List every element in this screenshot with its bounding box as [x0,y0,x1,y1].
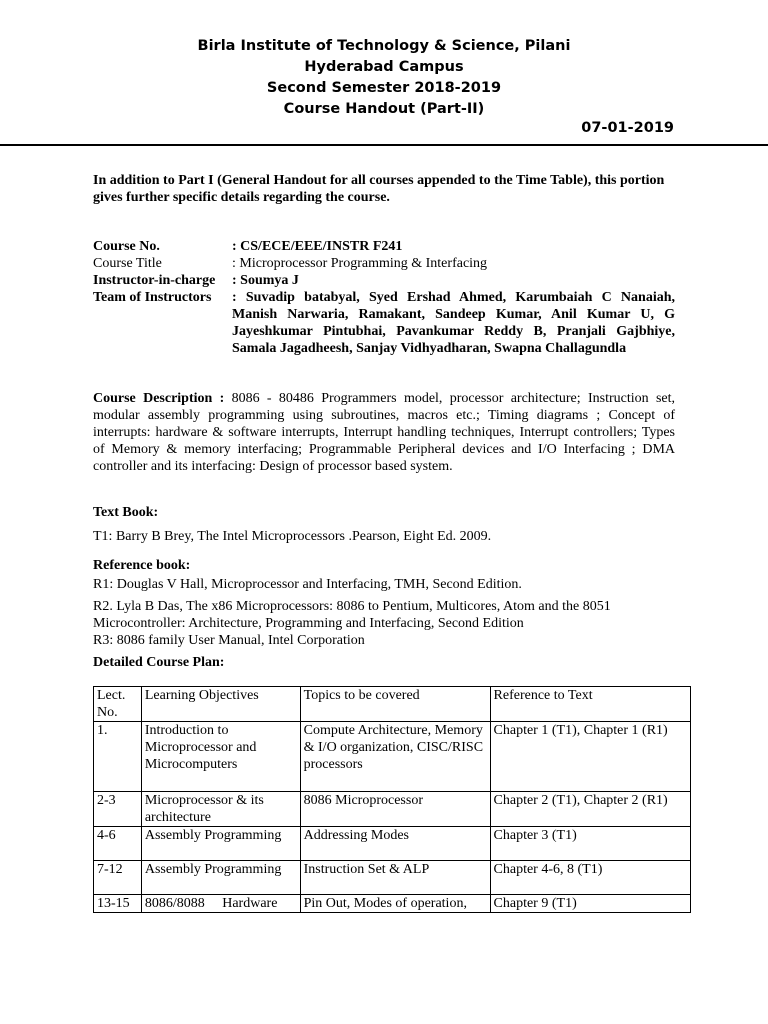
cell-reference: Chapter 9 (T1) [490,895,690,913]
text-book-t1: T1: Barry B Brey, The Intel Microprocessors .Pearson, Eight Ed. 2009. [93,529,492,544]
cell-topic: 8086 Microprocessor [300,792,490,827]
instructor-label: Instructor-in-charge [93,273,216,288]
description-label: Course Description : [93,391,225,406]
reference-heading: Reference book: [93,558,191,573]
cell-reference: Chapter 4-6, 8 (T1) [490,861,690,895]
cell-topic: Instruction Set & ALP [300,861,490,895]
cell-objective: 8086/8088 Hardware [141,895,300,913]
table-row [94,861,691,895]
header-reference: Reference to Text [490,687,690,722]
course-no-value: : CS/ECE/EEE/INSTR F241 [232,239,403,254]
cell-objective: Introduction to Microprocessor and Microcomputers [141,722,300,792]
table-row [94,827,691,861]
header-divider [0,144,768,146]
document-header [0,36,768,120]
cell-reference: Chapter 3 (T1) [490,827,690,861]
text-book-heading: Text Book: [93,505,159,520]
institute-name: Birla Institute of Technology & Science, Pilani [197,38,571,54]
team-label: Team of Instructors [93,290,212,305]
reference-r3: R3: 8086 family User Manual, Intel Corporation [93,633,365,648]
campus-name: Hyderabad Campus [304,59,464,75]
table-row [94,895,691,913]
course-title-row [93,255,675,272]
instructor-row [93,272,675,289]
team-value: : Suvadip batabyal, Syed Ershad Ahmed, Karumbaiah C Nanaiah, Manish Narwaria, Ramakant, Sandeep Kumar, Anil Kumar U, G Jayeshkumar Pintubhai, Pavankumar Reddy B, Pranjali Gajbhiye, Samala Jagadheesh, Sanjay Vidhyadharan, Swapna Challagundla [232,290,675,356]
team-row [93,289,675,357]
instructor-value: : Soumya J [232,273,299,288]
cell-objective: Assembly Programming [141,827,300,861]
cell-lect: 7-12 [94,861,142,895]
cell-topic: Pin Out, Modes of operation, [300,895,490,913]
course-title-label: Course Title [93,256,162,271]
handout-title: Course Handout (Part-II) [283,101,485,117]
course-no-row [93,238,675,255]
cell-objective: Assembly Programming [141,861,300,895]
course-plan-heading: Detailed Course Plan: [93,655,225,670]
handout-date: 07-01-2019 [581,120,674,136]
cell-reference: Chapter 1 (T1), Chapter 1 (R1) [490,722,690,792]
intro-paragraph: In addition to Part I (General Handout for all courses appended to the Time Table), this portion gives further specific details regarding the course. [93,173,665,205]
course-title-value: : Microprocessor Programming & Interfacing [232,256,488,271]
cell-objective: Microprocessor & its architecture [141,792,300,827]
course-description [93,390,675,475]
table-row [94,792,691,827]
header-lect-no: Lect. No. [94,687,142,722]
table-row [94,722,691,792]
cell-lect: 13-15 [94,895,142,913]
cell-lect: 1. [94,722,142,792]
cell-topic: Compute Architecture, Memory & I/O organization, CISC/RISC processors [300,722,490,792]
semester: Second Semester 2018-2019 [266,80,502,96]
reference-r2: R2. Lyla B Das, The x86 Microprocessors: 8086 to Pentium, Multicores, Atom and the 8051 Microcontroller: Architecture, Programming and Interfacing, Second Edition [93,599,611,631]
course-info [93,238,675,357]
cell-topic: Addressing Modes [300,827,490,861]
header-topics: Topics to be covered [300,687,490,722]
table-header-row [94,687,691,722]
cell-lect: 4-6 [94,827,142,861]
description-text: 8086 - 80486 Programmers model, processor architecture; Instruction set, modular assembly programming using subroutines, macros etc.; Timing diagrams ; Concept of interrupts: hardware & software interrupts, Interrupt handling techniques, Interrupt controllers; Types of Memory & memory interfacing; Programmable Peripheral devices and I/O Interfacing ; DMA controller and its interfacing: Design of processor based system. [93,391,675,474]
course-plan-table [93,686,691,913]
reference-r1: R1: Douglas V Hall, Microprocessor and Interfacing, TMH, Second Edition. [93,577,522,592]
header-learning-objectives: Learning Objectives [141,687,300,722]
cell-lect: 2-3 [94,792,142,827]
cell-reference: Chapter 2 (T1), Chapter 2 (R1) [490,792,690,827]
course-no-label: Course No. [93,239,160,254]
